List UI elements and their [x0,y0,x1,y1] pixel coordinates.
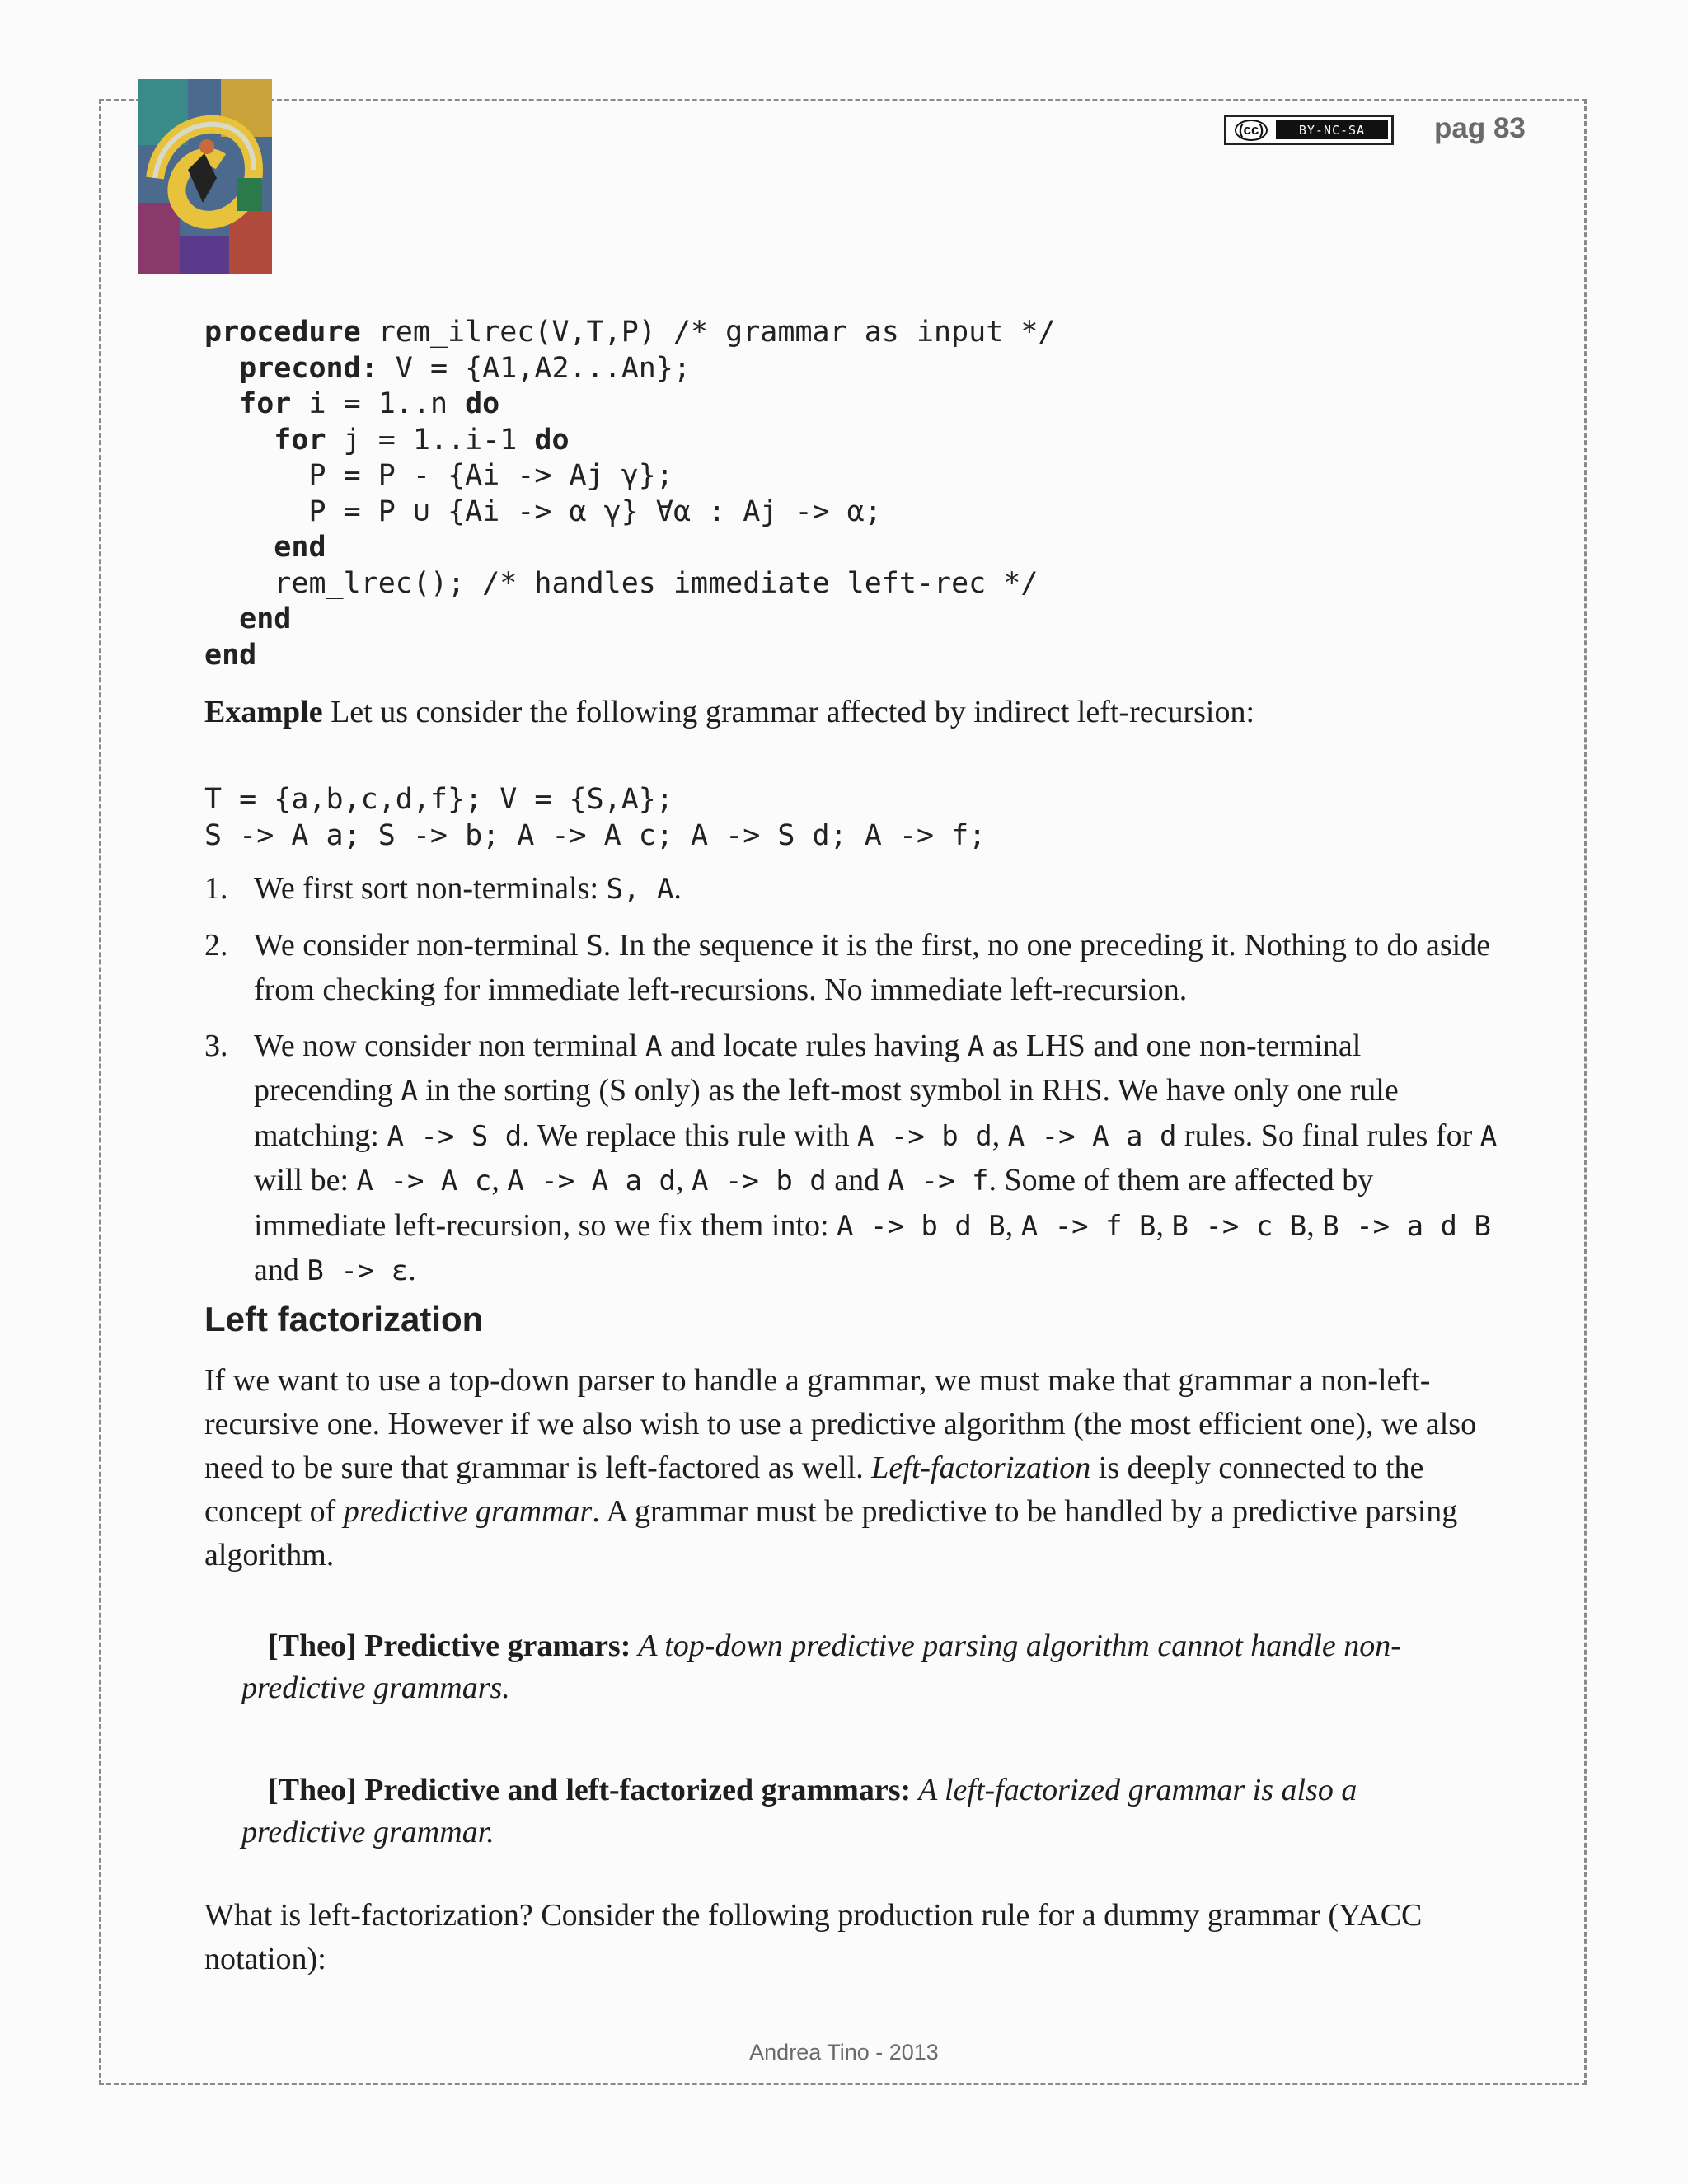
inline-code: A -> f B [1020,1209,1156,1243]
theorem-title: [Theo] Predictive and left-factorized grammars: [268,1773,912,1807]
code-keyword: end [204,638,257,672]
code-line [204,494,1056,531]
list-number: 1. [204,871,228,906]
code-keyword: do [465,387,500,420]
cc-logo-icon: (cc) [1226,117,1276,143]
list-text: , [1156,1207,1172,1243]
code-keyword: for [239,387,292,420]
list-text: . Some of them are affected by immediate left-recursion, so we fix them into: [254,1163,1374,1243]
example-label: Example [204,695,323,729]
inline-code: A -> S d [387,1119,523,1153]
list-item [204,924,1507,1013]
code-line [204,458,1056,494]
inline-code: A -> A a d [507,1165,677,1197]
list-text: . In the sequence it is the first, no one preceding it. Nothing to do aside from checking for immediate left-recursions. No immediate left-recursion. [254,927,1491,1007]
code-line [204,638,1056,674]
code-text: P = P ∪ {Ai -> α γ} ∀α : Aj -> α; [308,494,882,528]
list-text: We now consider non terminal [254,1028,645,1063]
code-text: i = 1..n [291,387,466,420]
inline-code: S, A [606,873,674,906]
page-number: pag 83 [1434,112,1526,144]
list-number: 3. [204,1028,228,1063]
section-paragraph: If we want to use a top-down parser to handle a grammar, we must make that grammar a non-left-recursive one. However if we also wish to use a predictive algorithm (the most efficient one), we also need to be sure that grammar is left-factored as well. Left-factorization is deeply connected to the concept of predictive grammar. A grammar must be predictive to be handled by a predictive parsing algorithm. [204,1363,1477,1572]
theorem-text: A left-factorized grammar is also a predictive grammar. [241,1773,1357,1849]
inline-code: B -> a d B [1322,1209,1491,1243]
inline-code: A -> b d [692,1165,827,1197]
code-text: V = {A1,A2...An}; [377,351,692,385]
inline-code: B -> c B [1171,1209,1307,1243]
inline-code: A [1479,1119,1498,1153]
inline-code: A [401,1075,418,1108]
theorem-left-factorized [241,1769,1461,1854]
code-keyword: procedure [204,316,361,349]
code-line [204,530,1056,566]
theorem-predictive [241,1625,1461,1709]
list-item [204,1024,1507,1294]
cc-license-badge [1224,115,1394,145]
license-terms: BY-NC-SA [1276,120,1388,139]
theorem-text: A top-down predictive parsing algorithm cannot handle non-predictive grammars. [241,1629,1401,1705]
list-text: , [1306,1207,1323,1243]
code-keyword: end [274,531,326,564]
inline-code: A [645,1029,663,1063]
code-line [204,351,1056,387]
list-text: . [408,1253,416,1287]
inline-code: B -> ε [307,1254,409,1287]
closing-paragraph: What is left-factorization? Consider the following production rule for a dummy grammar (YACC notation): [204,1898,1423,1976]
code-line [204,602,1056,638]
list-text: , [1005,1207,1021,1243]
list-number: 2. [204,927,228,963]
list-text: and [254,1253,307,1287]
inline-code: A -> A a d [1007,1119,1177,1153]
list-text: , [992,1118,1008,1153]
steps-list [204,867,1507,1305]
theorem-title: [Theo] Predictive gramars: [268,1629,631,1663]
list-text: . [673,871,682,906]
example-grammar [204,781,986,854]
code-line [204,315,1056,351]
list-text: rules. So final rules for [1176,1118,1480,1153]
grammar-line: S -> A a; S -> b; A -> A c; A -> S d; A -> f; [204,819,987,852]
emphasis: Left-factorization [871,1451,1091,1485]
code-keyword: precond: [239,351,378,385]
list-item [204,867,1507,912]
code-line [204,423,1056,459]
list-text: and [826,1163,888,1197]
cover-artwork-image [138,79,272,274]
emphasis: predictive grammar [343,1494,593,1529]
code-keyword: for [274,423,326,457]
example-paragraph [204,691,1507,734]
code-block [204,315,1056,673]
code-keyword: end [239,602,292,635]
inline-code: S [586,929,603,963]
list-text: will be: [254,1163,357,1197]
list-text: We first sort non-terminals: [254,871,607,906]
inline-code: A -> f [887,1165,989,1197]
grammar-line: T = {a,b,c,d,f}; V = {S,A}; [204,783,673,816]
example-text: Let us consider the following grammar affected by indirect left-recursion: [322,695,1255,729]
list-text: , [676,1163,692,1197]
inline-code: A -> b d B [837,1209,1006,1243]
code-line [204,387,1056,423]
section-heading: Left factorization [204,1300,484,1338]
list-text: . We replace this rule with [522,1118,857,1153]
list-text: in the sorting (S only) as the left-most symbol in RHS. We have only one rule matching: [254,1073,1399,1153]
code-text: rem_ilrec(V,T,P) /* grammar as input */ [360,316,1056,349]
page-footer: Andrea Tino - 2013 [749,2040,939,2064]
list-text: We consider non-terminal [254,927,587,963]
code-keyword: do [534,423,570,457]
inline-code: A -> A c [356,1165,492,1197]
inline-code: A -> b d [856,1119,992,1153]
code-line [204,566,1056,602]
code-text: j = 1..i-1 [326,423,535,457]
list-text: as LHS and one non-terminal precending [254,1028,1362,1108]
list-text: and locate rules having [662,1028,968,1063]
code-text: rem_lrec(); /* handles immediate left-rec */ [274,566,1039,600]
inline-code: A [967,1029,985,1063]
list-text: , [491,1163,508,1197]
code-text: P = P - {Ai -> Aj γ}; [308,459,673,492]
